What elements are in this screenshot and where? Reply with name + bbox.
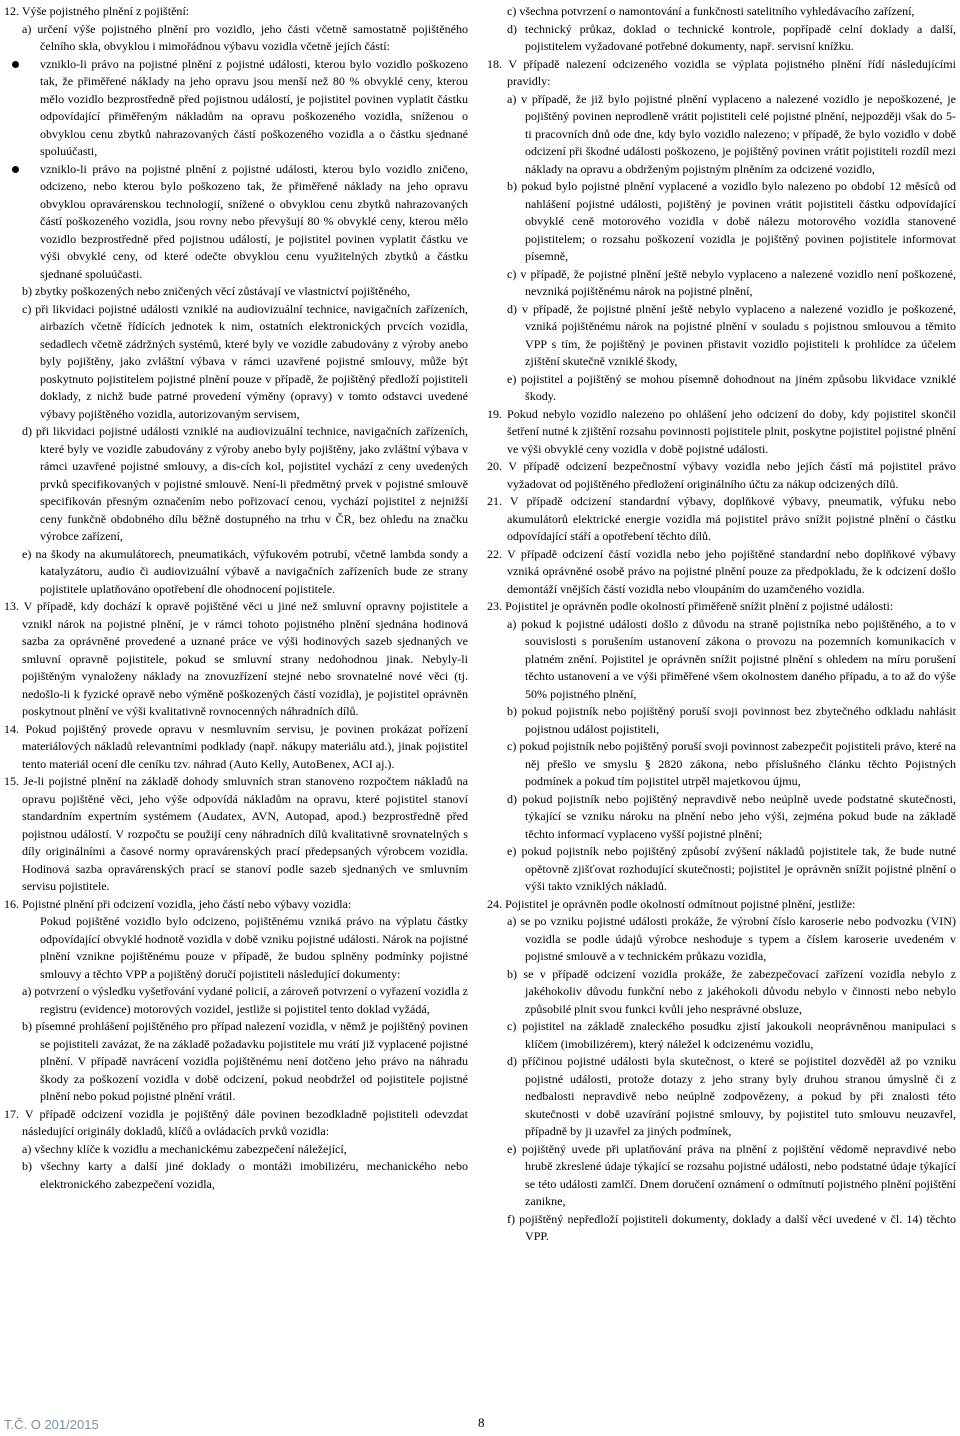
clause: 20. V případě odcizení bezpečnostní výbavy vozidla nebo jejích částí má pojistitel právo vyžadovat od pojištěného předložení originálního účtu za nákup odcizených dílů. <box>487 459 956 491</box>
clause: 23. Pojistitel je oprávněn podle okolností přiměřeně snížit plnění z pojistné události: <box>487 599 894 613</box>
sub-clause: a) všechny klíče k vozidlu a mechanickému zabezpečení náležející, <box>22 1141 347 1156</box>
sub-clause: e) pojistitel a pojištěný se mohou písemně dohodnout na jiném způsobu likvidace vzniklé škody. <box>507 371 956 403</box>
bullet-text: vzniklo-li právo na pojistné plnění z pojistné události, kterou bylo vozidlo zničeno, odcizeno, nebo kterou bylo poškozeno tak, že přiměřené náklady na jeho opravu obvyklou opravárenskou technologií, snížené o obvyklou cenu zbytků nahrazovaných částí poškozeného vozidla, jsou rovny nebo převyšují 80 % obvyklé ceny, kterou mělo vozidlo bezprostředně před pojistnou událostí, je pojistitel povinen vyplatit částku ve výši obvyklé ceny, od které odečte obvyklou cenu využitelných zbytků a částku sjednané spoluúčasti. <box>40 161 468 281</box>
sub-clause: e) pokud pojistník nebo pojištěný způsobí zvýšení nákladů pojistitele tak, že bude nutné opětovně zjišťovat rozhodující skutečnosti; pojistitel je oprávněn snížit pojistné plnění o výši takto vzniklých nákladů. <box>507 844 956 893</box>
sub-clause: c) při likvidaci pojistné události vzniklé na audiovizuální technice, navigačních zařízeních, airbazích včetně řídících jednotek k nim, ostatních elektronických prvcích vozidla, sedadlech včetně zádržných systémů, které byly ve vozidle zabudovány z výroby anebo byly pojištěny, jako zvláštní výbava v rámci uzavřené pojistné smlouvy, může být poskytnuto pojistitelem pojistné plnění pouze v případě, že pojištěný předloží pojistiteli doklady, z nichž bude patrné provedení výměny (opravy) v tomto odstavci uvedené výbavy pojištěného vozidla, autorizovaným servisem, <box>22 301 468 421</box>
sub-clause: c) pojistitel na základě znaleckého posudku zjistí jakoukoli neoprávněnou manipulaci s klíčem (imobilizérem), který náležel k odcizenému vozidlu, <box>507 1019 956 1051</box>
clause: 15. Je-li pojistné plnění na základě dohody smluvních stran stanoveno rozpočtem nákladů na opravu pojištěné věci, jeho výše odpovídá nákladům na opravu, které pojistitel stanoví standardním expertním systémem (Audatex, AVN, Autopad, apod.) bezprostředně před pojistnou událostí. V rozpočtu se použijí ceny náhradních dílů kvalitativně srovnatelných s díly originálními a časové normy opravárenských prací předepsaných výrobcem vozidla. Hodinová sazba opravárenských prací se stanoví podle sazeb sjednaných ve smluvním servisu pojistitele. <box>4 774 468 893</box>
clause: 22. V případě odcizení částí vozidla nebo jeho pojištěné standardní nebo doplňkové výbavy vzniká oprávněné osobě právo na pojistné plnění pouze za předpokladu, že k odcizení došlo demontáží vnějších částí vozidla nebo vloupáním do uzamčeného vozidla. <box>487 546 956 596</box>
clause: 19. Pokud nebylo vozidlo nalezeno po ohlášení jeho odcizení do doby, kdy pojistitel skončil šetření nutné k zjištění rozsahu povinnosti pojistitele plnit, poskytne pojistitel pojistné plnění ve výši obvyklé ceny vozidla v době pojistné události. <box>487 406 956 456</box>
sub-clause: a) se po vzniku pojistné události prokáže, že výrobní číslo karoserie nebo podvozku (VIN) vozidla se podle údajů výrobce neshoduje s typem a číslem karoserie uvedeném v pojistné smlouvě a v technickém průkazu vozidla, <box>507 914 956 963</box>
sub-clause: a) pokud k pojistné události došlo z důvodu na straně pojistníka nebo pojištěného, a to v souvislosti s porušením ustanovení zákona o provozu na pozemních komunikacích v platném znění. Pojistitel je oprávněn snížit pojistné plnění s ohledem na míru porušení těchto ustanovení a ve výši přiměřené všem okolnostem daného případu, a to až do výše 50% pojistného plnění, <box>507 616 956 701</box>
document-code: T.Č. O 201/2015 <box>4 1417 99 1432</box>
sub-clause: d) při likvidaci pojistné události vzniklé na audiovizuální technice, navigačních zařízeních, které byly ve vozidle zabudovány z výroby anebo byly pojištěny, jako zvláštní výbava v rámci uzavřené pojistné smlouvy, a dis-cích kol, pojistitel vychází z ceny uvedených prvků specifikovaných v pojistné smlouvě. Není-li předmětný prvek v pojistné smlouvě specifikován přesným označením nebo pořizovací cenou, vychází pojistitel z nejnižší ceny funkčně obdobného dílu běžně dostupného na trhu v ČR, bez ohledu na značku výrobce zařízení, <box>22 424 468 543</box>
sub-clause: e) na škody na akumulátorech, pneumatikách, výfukovém potrubí, včetně lambda sondy a katalyzátoru, audio či audiovizuální výbavě a navigačních zařízeních bude ze strany pojistitele uplatňováno opotřebení dle ohodnocení pojistitele. <box>22 546 468 596</box>
clause: 16. Pojistné plnění při odcizení vozidla, jeho částí nebo výbavy vozidla: <box>4 896 352 911</box>
sub-clause: c) v případě, že pojistné plnění ještě nebylo vyplaceno a nalezené vozidlo není poškozené, nevzniká pojištěnému nárok na pojistné plnění, <box>507 266 956 298</box>
sub-clause: a) potvrzení o výsledku vyšetřování vydané policií, a zároveň potvrzení o vyřazení vozidla z registru (evidence) motorových vozidel, jestliže si pojistitel tento doklad vyžádá, <box>22 984 468 1016</box>
sub-clause: d) pokud pojistník nebo pojištěný nepravdivě nebo neúplně uvede podstatné skutečnosti, týkající se vzniku nároku na plnění nebo jeho výši, zejména pokud bude na základě těchto informací vyplaceno vyšší pojistné plnění; <box>507 791 956 841</box>
sub-clause: b) písemné prohlášení pojištěného pro případ nalezení vozidla, v němž je pojištěný povinen se pojistiteli zavázat, že na základě požadavku pojistitele mu vrátí již vyplacené pojistné plnění. V případě navrácení vozidla pojištěnému není dotčeno jeho právo na náhradu škody za poškození vozidla v době odcizení, pokud neobdržel od pojistitele pojistné plnění nebo pokud pojistné plnění vrátil. <box>22 1019 468 1103</box>
sub-clause: a) určení výše pojistného plnění pro vozidlo, jeho části včetně samostatně pojištěného čelního skla, obvyklou i mimořádnou výbavu vozidla včetně jejích částí: <box>22 21 468 53</box>
clause: 24. Pojistitel je oprávněn podle okolností odmítnout pojistné plnění, jestliže: <box>487 896 856 911</box>
sub-clause: b) pokud pojistník nebo pojištěný poruší svoji povinnost bez zbytečného odkladu nahlásit pojistnou událost pojistiteli, <box>507 704 956 736</box>
clause: 18. V případě nalezení odcizeného vozidla se výplata pojistného plnění řídí následujícími pravidly: <box>487 56 956 88</box>
bullet-icon <box>12 166 19 173</box>
clause: 17. V případě odcizení vozidla je pojištěný dále povinen bezodkladně pojistiteli odevzdat následující originály dokladů, klíčů a ovládacích prvků vozidla: <box>4 1106 468 1138</box>
left-column <box>4 3 468 1193</box>
sub-clause: c) pokud pojistník nebo pojištěný poruší svoji povinnost zabezpečit pojistiteli právo, které na něj přešlo ve smyslu § 2820 zákona, nebo příslušného článku těchto Pojistných podmínek a pokud tím pojistitel utrpěl majetkovou újmu, <box>507 739 956 788</box>
right-column <box>487 3 956 1246</box>
page-number: 8 <box>478 1415 485 1430</box>
clause: 13. V případě, kdy dochází k opravě pojištěné věci u jiné než smluvní opravny pojistitele a vznikl nárok na pojistné plnění, je v rámci tohoto pojistného plnění sjednána hodinová sazba za oprávněné provedené a uznané práce ve výši hodinových sazeb sjednaných ve smluvní opravně pojistitele, pokud se smluvní strany nedohodnou jinak. Nebyly-li pojištěným vynaloženy náklady na znovuzřízení stejné nebo srovnatelné nové věci (tj. nedošlo-li k fyzické opravě nebo výměně poškozených částí vozidla), je pojistitel oprávněn poskytnout plnění ve výši kvalitativně rovnocenných náhradních dílů. <box>4 599 468 718</box>
sub-clause: e) pojištěný uvede při uplatňování práva na plnění z pojištění vědomě nepravdivé nebo hrubě zkreslené údaje týkající se rozsahu pojistné události, nebo podstatné údaje týkající se této události zamlčí. Dnem doručení oznámení o odmítnutí pojistného plnění pojištění zanikne, <box>507 1141 956 1208</box>
sub-clause: d) příčinou pojistné události byla skutečnost, o které se pojistitel dozvěděl až po vzniku pojistné události, protože dotazy z jeho strany byly druhou stranou úmyslně či z nedbalosti nepravdivě nebo neúplně zodpovězeny, a pokud by při znalosti této skutečnosti v době uzavírání pojistné smlouvy, by pojistitel tuto smlouvu neuzavřel, případně by ji uzavřel za jiných podmínek, <box>507 1054 956 1138</box>
sub-clause: d) technický průkaz, doklad o technické kontrole, popřípadě celní doklady a další, pojistitelem vyžadované potřebné dokumenty, např. servisní knížku. <box>507 21 956 53</box>
sub-clause: b) zbytky poškozených nebo zničených věcí zůstávají ve vlastnictví pojištěného, <box>22 284 411 298</box>
sub-clause: d) v případě, že pojistné plnění ještě nebylo vyplaceno a nalezené vozidlo je poškozené, vzniká pojištěnému nárok na pojistné plnění v souladu s pojistnou smlouvou a těmito VPP s tím, že pojištěný je povinen přistavit vozidlo pojistiteli k prohlídce za účelem zjištění skutečně vzniklé škody, <box>507 301 956 368</box>
bullet-text: vzniklo-li právo na pojistné plnění z pojistné události, kterou bylo vozidlo poškozeno tak, že přiměřené náklady na jeho opravu jsou menší než 80 % obvyklé ceny, kterou mělo vozidlo bezprostředně před pojistnou událostí, je pojistitel povinen vyplatit částku odpovídající přiměřeným nákladům na opravu poškozeného vozidla, sníženou o obvyklou cenu zbytků nahrazovaných částí poškozeného vozidla a o částku sjednané spoluúčasti, <box>40 56 468 158</box>
sub-clause: b) pokud bylo pojistné plnění vyplacené a vozidlo bylo nalezeno po období 12 měsíců od nahlášení pojistné události, pojištěný je povinen vrátit pojistiteli částku odpovídající obvyklé ceně motorového vozidla v době nálezu motorového vozidla stanovené pojistitelem; o rozsahu poškození vozidla je pojištěný povinen pojistitele informovat písemně, <box>507 179 956 263</box>
clause: 21. V případě odcizení standardní výbavy, doplňkové výbavy, pneumatik, výfuku nebo akumulátorů elektrické energie vozidla má pojistitel právo snížit pojistné plnění o částku odpovídající stáří a opotřebení těchto dílů. <box>487 494 956 543</box>
sub-clause: b) se v případě odcizení vozidla prokáže, že zabezpečovací zařízení vozidla nebylo z jakéhokoliv důvodu funkční nebo z jakéhokoli důvodu nebylo v činnosti nebo nebylo způsobilé plnit svou funkci kvůli jeho nesprávné obsluze, <box>507 966 956 1016</box>
bullet-icon <box>12 61 19 68</box>
bullet-paragraph <box>4 161 468 284</box>
sub-clause: Pokud pojištěné vozidlo bylo odcizeno, pojištěnému vzniká právo na výplatu částky odpovídající obvyklé hodnotě vozidla v době vzniku pojistné události. Nárok na pojistné plnění vznikne pojištěnému pouze v případě, že budou splněny podmínky pojistné smlouvy a těchto VPP a pojištěný doručí pojistiteli následující dokumenty: <box>40 914 468 981</box>
clause: 12. Výše pojistného plnění z pojištění: <box>4 4 190 18</box>
sub-clause: b) všechny karty a další jiné doklady o montáži imobilizéru, mechanického nebo elektronického zabezpečení vozidla, <box>22 1159 468 1191</box>
sub-clause: a) v případě, že již bylo pojistné plnění vyplaceno a nalezené vozidlo je nepoškozené, je pojištěný povinen neprodleně vrátit pojistiteli celé pojistné plnění, nejpozději však do 5-ti pracovních dnů ode dne, kdy bylo vozidlo nalezeno; v případě, že bylo vozidlo v době odcizení při škodné události poškozeno, je pojištěný povinen vrátit pojistiteli rozdíl mezi náklady na opravu a obdrženým pojistným plněním za odcizené vozidlo, <box>507 91 956 176</box>
clause: 14. Pokud pojištěný provede opravu v nesmluvním servisu, je povinen prokázat pořízení materiálových nákladů relevantními podklady (např. nákupy materiálu atd.), jinak pojistitel tento materiál ocení dle ceníku tzv. náhrad (Auto Kelly, AutoBenex, ACI aj.). <box>4 721 468 771</box>
sub-clause: f) pojištěný nepředloží pojistiteli dokumenty, doklady a další věci uvedené v čl. 14) těchto VPP. <box>507 1211 956 1243</box>
sub-clause: c) všechna potvrzení o namontování a funkčnosti satelitního vyhledávacího zařízení, <box>507 4 915 18</box>
bullet-paragraph <box>4 56 468 161</box>
